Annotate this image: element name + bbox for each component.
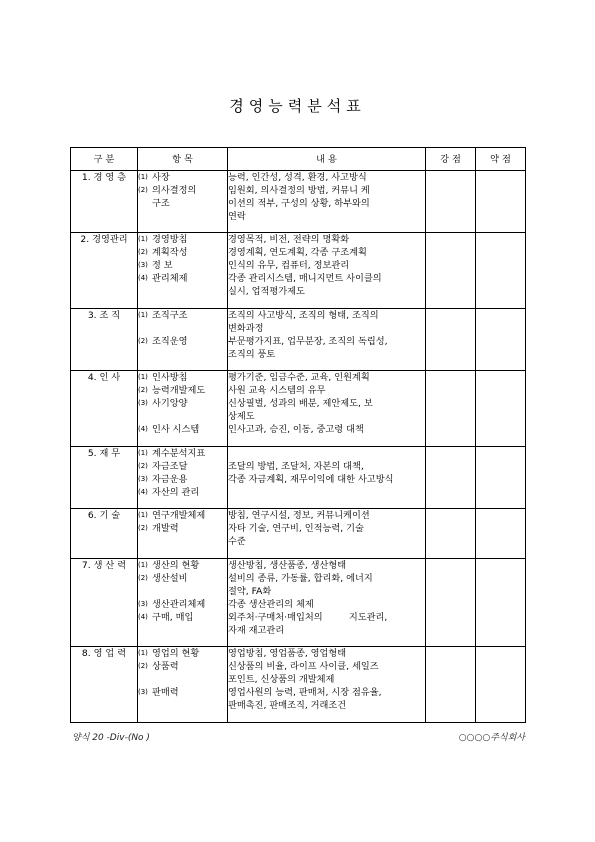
item-text: 조직운영 — [152, 336, 188, 347]
item-number: (2) — [138, 462, 148, 470]
content-cell — [228, 447, 426, 509]
item-text: 연구개발체제 — [152, 510, 206, 521]
item-text: 자금운용 — [152, 474, 188, 485]
items-cell — [138, 447, 228, 509]
item-number: (3) — [138, 688, 148, 696]
item-number: (1) — [138, 561, 148, 569]
item-line — [138, 660, 227, 673]
strength-cell[interactable] — [426, 371, 476, 447]
item-text: 생산의 현황 — [152, 560, 200, 571]
item-line — [138, 309, 227, 322]
weakness-cell[interactable] — [476, 509, 526, 559]
item-line — [138, 322, 227, 335]
weakness-cell[interactable] — [476, 309, 526, 371]
item-text: 인사방침 — [152, 372, 188, 383]
content-cell — [228, 233, 426, 309]
item-text: 판매력 — [152, 687, 179, 698]
content-line: 영업방침, 영업품종, 영업형태 — [228, 648, 347, 659]
item-text: 사기앙양 — [152, 398, 188, 409]
content-line: 연락 — [228, 211, 246, 222]
page-title: 경영능력분석표 — [229, 97, 366, 115]
content-line: 평가기준, 임금수준, 교육, 인원계획 — [228, 372, 370, 383]
content-line: 자타 기술, 연구비, 인적능력, 기술 — [228, 523, 364, 534]
item-text: 자산의 관리 — [152, 487, 200, 498]
item-number: (3) — [138, 261, 148, 269]
items-cell — [138, 371, 228, 447]
category-cell: 6. 기 술 — [71, 509, 138, 559]
items-cell — [138, 233, 228, 309]
weakness-cell[interactable] — [476, 559, 526, 647]
content-cell — [228, 309, 426, 371]
weakness-cell[interactable] — [476, 371, 526, 447]
item-line — [138, 272, 227, 285]
category-cell: 1. 경 영 층 — [71, 171, 138, 233]
weakness-cell[interactable] — [476, 647, 526, 723]
item-line — [138, 460, 227, 473]
content-line: 각종 생산관리의 체제 — [228, 599, 314, 610]
item-line — [138, 522, 227, 535]
item-line — [138, 447, 227, 460]
content-line: 신상품의 비율, 라이프 사이클, 세일즈 — [228, 661, 379, 672]
content-line: 수준 — [228, 536, 246, 547]
content-line: 판매촉진, 판매조직, 거래조건 — [228, 700, 347, 711]
item-line — [138, 585, 227, 598]
item-text: 계획작성 — [152, 247, 188, 258]
item-text: 의사결정의 — [152, 185, 197, 196]
header-items: 항 목 — [138, 148, 228, 171]
item-line — [138, 397, 227, 410]
content-cell — [228, 559, 426, 647]
items-cell — [138, 559, 228, 647]
form-number: 양식 20 -Div-(No ) — [72, 733, 150, 743]
item-number: (2) — [138, 186, 148, 194]
item-line — [138, 598, 227, 611]
header-content: 내 용 — [228, 148, 426, 171]
header-category: 구 분 — [71, 148, 138, 171]
item-text: 생산관리체제 — [152, 599, 206, 610]
content-cell — [228, 509, 426, 559]
item-number: (1) — [138, 649, 148, 657]
item-line — [138, 259, 227, 272]
content-line: 경영계획, 연도계획, 각종 구조계획 — [228, 247, 367, 258]
item-line — [138, 673, 227, 686]
content-line: 임원회, 의사결정의 방법, 커뮤니 케 — [228, 185, 370, 196]
content-line: 능력, 인간성, 성격, 환경, 사고방식 — [228, 172, 367, 183]
table-row — [71, 559, 526, 647]
content-line: 사원 교육 시스템의 유무 — [228, 385, 326, 396]
content-line: 상제도 — [228, 411, 255, 422]
content-cell — [228, 647, 426, 723]
item-line — [138, 171, 227, 184]
item-line — [138, 371, 227, 384]
item-line — [138, 197, 227, 210]
content-line: 인식의 유무, 컴퓨터, 정보관리 — [228, 260, 350, 271]
table-row — [71, 171, 526, 233]
content-line — [228, 447, 425, 460]
item-text: 인사 시스템 — [152, 424, 200, 435]
item-line — [138, 335, 227, 348]
content-line: 외주처·구매처·매입처의 지도관리, — [228, 612, 388, 623]
category-cell: 2. 경영관리 — [71, 233, 138, 309]
item-text: 능력개발제도 — [152, 385, 206, 396]
content-line: 생산방침, 생산품종, 생산형태 — [228, 560, 347, 571]
items-cell — [138, 509, 228, 559]
content-line: 인사고과, 승진, 이동, 중고령 대책 — [228, 424, 364, 435]
table-row — [71, 447, 526, 509]
weakness-cell[interactable] — [476, 447, 526, 509]
strength-cell[interactable] — [426, 171, 476, 233]
item-number: (1) — [138, 373, 148, 381]
header-strength: 강 점 — [426, 148, 476, 171]
item-text: 정 보 — [152, 260, 173, 271]
item-number: (3) — [138, 600, 148, 608]
content-cell — [228, 371, 426, 447]
item-line — [138, 686, 227, 699]
content-line: 각종 관리시스템, 매니지먼트 사이클의 — [228, 273, 382, 284]
strength-cell[interactable] — [426, 447, 476, 509]
item-text: 자금조달 — [152, 461, 188, 472]
item-number: (2) — [138, 337, 148, 345]
content-line — [228, 486, 425, 499]
item-line — [138, 423, 227, 436]
content-cell — [228, 171, 426, 233]
item-text: 상품력 — [152, 661, 179, 672]
item-line — [138, 246, 227, 259]
items-cell — [138, 647, 228, 723]
item-number: (3) — [138, 475, 148, 483]
item-number: (3) — [138, 399, 148, 407]
items-cell — [138, 171, 228, 233]
header-weakness: 약 점 — [476, 148, 526, 171]
item-text: 개발력 — [152, 523, 179, 534]
item-line — [138, 509, 227, 522]
item-number: (4) — [138, 488, 148, 496]
item-text: 구매, 매입 — [152, 612, 194, 623]
category-cell: 7. 생 산 력 — [71, 559, 138, 647]
category-cell: 4. 인 사 — [71, 371, 138, 447]
item-line — [138, 647, 227, 660]
item-text: 계수분석지표 — [152, 448, 206, 459]
content-line: 방침, 연구시설, 정보, 커뮤니케이션 — [228, 510, 370, 521]
content-line: 자재 재고관리 — [228, 625, 285, 636]
content-line: 경영목적, 비전, 전략의 명확화 — [228, 234, 350, 245]
content-line: 조직의 풍토 — [228, 349, 276, 360]
analysis-table — [70, 147, 526, 723]
item-text: 사장 — [152, 172, 170, 183]
item-line — [138, 184, 227, 197]
item-number: (4) — [138, 274, 148, 282]
item-line — [138, 559, 227, 572]
table-row — [71, 509, 526, 559]
content-line: 조직의 사고방식, 조직의 형태, 조직의 — [228, 310, 379, 321]
category-cell: 3. 조 직 — [71, 309, 138, 371]
strength-cell[interactable] — [426, 647, 476, 723]
item-text: 구조 — [152, 198, 170, 209]
strength-cell[interactable] — [426, 309, 476, 371]
content-line: 영업사원의 능력, 판매처, 시장 점유율, — [228, 687, 382, 698]
content-line: 변화과정 — [228, 323, 264, 334]
item-text: 조직구조 — [152, 310, 188, 321]
item-text: 영업의 현황 — [152, 648, 200, 659]
strength-cell[interactable] — [426, 509, 476, 559]
content-line: 포인트, 신상품의 개발체제 — [228, 674, 335, 685]
table-row — [71, 309, 526, 371]
table-row — [71, 647, 526, 723]
item-number: (2) — [138, 386, 148, 394]
content-line: 각종 자금계획, 재무이익에 대한 사고방식 — [228, 474, 394, 485]
item-number: (4) — [138, 613, 148, 621]
item-text: 관리체제 — [152, 273, 188, 284]
item-number: (1) — [138, 173, 148, 181]
category-cell: 8. 영 업 력 — [71, 647, 138, 723]
content-line: 설비의 종류, 가동률, 합리화, 에너지 — [228, 573, 373, 584]
item-text: 경영방침 — [152, 234, 188, 245]
table-row — [71, 371, 526, 447]
content-line: 조달의 방법, 조달처, 자본의 대책, — [228, 461, 364, 472]
content-line: 이션의 적부, 구성의 상황, 하부와의 — [228, 198, 370, 209]
item-number: (1) — [138, 235, 148, 243]
item-line — [138, 384, 227, 397]
item-line — [138, 473, 227, 486]
item-number: (1) — [138, 449, 148, 457]
item-number: (2) — [138, 524, 148, 532]
item-number: (2) — [138, 574, 148, 582]
item-line — [138, 410, 227, 423]
item-number: (1) — [138, 511, 148, 519]
content-line: 절약, FA화 — [228, 586, 272, 597]
item-number: (1) — [138, 311, 148, 319]
content-line: 신상필벌, 성과의 배분, 제안제도, 보 — [228, 398, 373, 409]
table-row — [71, 233, 526, 309]
item-text: 생산설비 — [152, 573, 188, 584]
content-line: 부문평가지표, 업무분장, 조직의 독립성, — [228, 336, 388, 347]
item-line — [138, 572, 227, 585]
item-number: (2) — [138, 248, 148, 256]
item-number: (4) — [138, 425, 148, 433]
content-line: 실시, 업적평가제도 — [228, 286, 305, 297]
item-line — [138, 486, 227, 499]
items-cell — [138, 309, 228, 371]
strength-cell[interactable] — [426, 559, 476, 647]
table-header-row — [71, 148, 526, 171]
weakness-cell[interactable] — [476, 233, 526, 309]
item-line — [138, 611, 227, 624]
weakness-cell[interactable] — [476, 171, 526, 233]
item-number: (2) — [138, 662, 148, 670]
category-cell: 5. 재 무 — [71, 447, 138, 509]
company-name: ○○○○주식회사 — [458, 733, 525, 743]
item-line — [138, 233, 227, 246]
strength-cell[interactable] — [426, 233, 476, 309]
